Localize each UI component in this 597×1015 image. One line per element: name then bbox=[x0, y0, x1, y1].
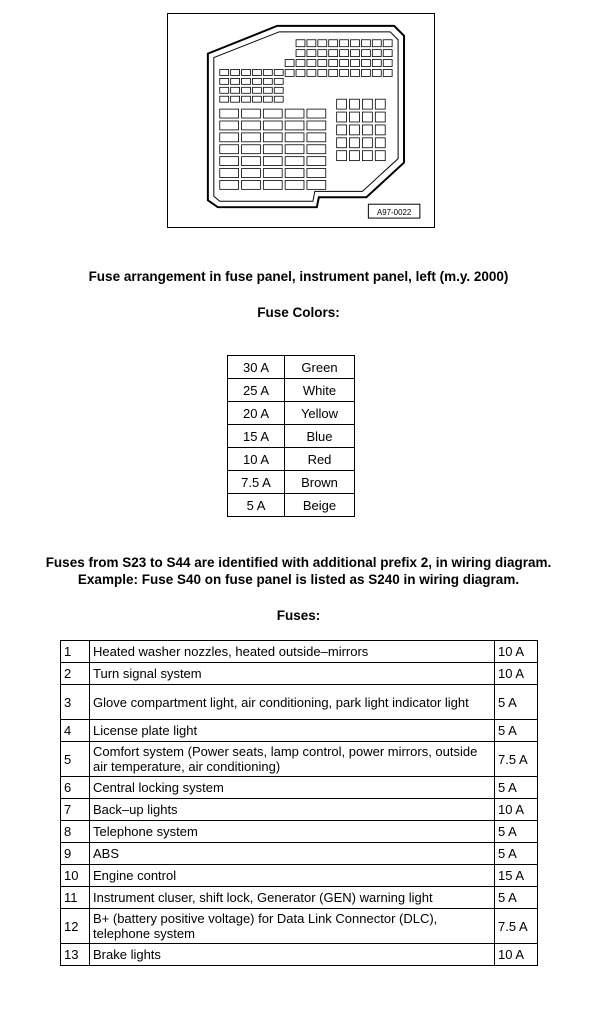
fuse-description: Central locking system bbox=[90, 777, 495, 799]
fuse-description: Comfort system (Power seats, lamp control, power mirrors, outside air temperature, air conditioning) bbox=[90, 742, 495, 777]
fuse-number: 9 bbox=[61, 843, 90, 865]
fuse-number: 3 bbox=[61, 685, 90, 720]
fuses-table bbox=[60, 640, 538, 966]
fuse-amperage: 5 A bbox=[495, 843, 538, 865]
fuse-row bbox=[61, 641, 538, 663]
fuse-rating: 20 A bbox=[228, 402, 285, 425]
prefix-note-line1: Fuses from S23 to S44 are identified with additional prefix 2, in wiring diagram. bbox=[45, 555, 552, 570]
fuse-colors-heading: Fuse Colors: bbox=[257, 305, 340, 320]
fuse-description: B+ (battery positive voltage) for Data Link Connector (DLC), telephone system bbox=[90, 909, 495, 944]
fuse-number: 6 bbox=[61, 777, 90, 799]
fuse-row bbox=[61, 887, 538, 909]
fuse-description: Turn signal system bbox=[90, 663, 495, 685]
fuse-color: Red bbox=[285, 448, 355, 471]
fuses-heading: Fuses: bbox=[276, 608, 321, 623]
fuse-row bbox=[61, 909, 538, 944]
fuse-row bbox=[61, 865, 538, 887]
fuse-amperage: 5 A bbox=[495, 777, 538, 799]
fuse-description: Glove compartment light, air conditioning, park light indicator light bbox=[90, 685, 495, 720]
fuse-amperage: 10 A bbox=[495, 799, 538, 821]
fuse-number: 10 bbox=[61, 865, 90, 887]
fuse-amperage: 5 A bbox=[495, 821, 538, 843]
arrangement-heading: Fuse arrangement in fuse panel, instrument panel, left (m.y. 2000) bbox=[88, 269, 509, 284]
fuse-description: License plate light bbox=[90, 720, 495, 742]
fuse-row bbox=[61, 742, 538, 777]
fuse-color-row bbox=[228, 379, 355, 402]
fuse-row bbox=[61, 663, 538, 685]
fuse-amperage: 5 A bbox=[495, 720, 538, 742]
fuse-row bbox=[61, 944, 538, 966]
fuse-color: Beige bbox=[285, 494, 355, 517]
fuse-rating: 25 A bbox=[228, 379, 285, 402]
fuse-amperage: 15 A bbox=[495, 865, 538, 887]
fuse-row bbox=[61, 799, 538, 821]
fuse-color: Yellow bbox=[285, 402, 355, 425]
fuse-description: Brake lights bbox=[90, 944, 495, 966]
fuse-number: 1 bbox=[61, 641, 90, 663]
fuse-rating: 15 A bbox=[228, 425, 285, 448]
fuse-panel-diagram bbox=[167, 13, 435, 228]
fuse-number: 4 bbox=[61, 720, 90, 742]
fuse-color: Brown bbox=[285, 471, 355, 494]
fuse-description: ABS bbox=[90, 843, 495, 865]
fuse-amperage: 5 A bbox=[495, 887, 538, 909]
fuse-description: Instrument cluser, shift lock, Generator (GEN) warning light bbox=[90, 887, 495, 909]
fuse-rating: 7.5 A bbox=[228, 471, 285, 494]
fuse-description: Back–up lights bbox=[90, 799, 495, 821]
fuse-row bbox=[61, 720, 538, 742]
fuse-amperage: 10 A bbox=[495, 663, 538, 685]
fuse-rating: 30 A bbox=[228, 356, 285, 379]
fuse-description: Heated washer nozzles, heated outside–mirrors bbox=[90, 641, 495, 663]
fuse-rating: 10 A bbox=[228, 448, 285, 471]
fuse-amperage: 10 A bbox=[495, 641, 538, 663]
fuse-number: 13 bbox=[61, 944, 90, 966]
fuse-color: White bbox=[285, 379, 355, 402]
fuse-description: Telephone system bbox=[90, 821, 495, 843]
fuse-amperage: 5 A bbox=[495, 685, 538, 720]
fuse-row bbox=[61, 685, 538, 720]
fuse-color: Green bbox=[285, 356, 355, 379]
fuse-number: 11 bbox=[61, 887, 90, 909]
fuse-color-row bbox=[228, 356, 355, 379]
fuse-color-row bbox=[228, 402, 355, 425]
fuse-amperage: 10 A bbox=[495, 944, 538, 966]
fuse-color-row bbox=[228, 425, 355, 448]
fuse-color-row bbox=[228, 448, 355, 471]
fuse-color-row bbox=[228, 494, 355, 517]
fuse-color-row bbox=[228, 471, 355, 494]
fuse-colors-table bbox=[227, 355, 355, 517]
fuse-number: 7 bbox=[61, 799, 90, 821]
prefix-note-line2: Example: Fuse S40 on fuse panel is listed as S240 in wiring diagram. bbox=[77, 572, 520, 587]
fuse-color: Blue bbox=[285, 425, 355, 448]
fuse-amperage: 7.5 A bbox=[495, 909, 538, 944]
fuse-description: Engine control bbox=[90, 865, 495, 887]
fuse-row bbox=[61, 821, 538, 843]
fuse-rating: 5 A bbox=[228, 494, 285, 517]
fuse-number: 8 bbox=[61, 821, 90, 843]
fuse-number: 12 bbox=[61, 909, 90, 944]
fuse-amperage: 7.5 A bbox=[495, 742, 538, 777]
diagram-ref-code: A97-0022 bbox=[376, 208, 412, 218]
fuse-row bbox=[61, 843, 538, 865]
fuse-number: 2 bbox=[61, 663, 90, 685]
fuse-row bbox=[61, 777, 538, 799]
fuse-number: 5 bbox=[61, 742, 90, 777]
